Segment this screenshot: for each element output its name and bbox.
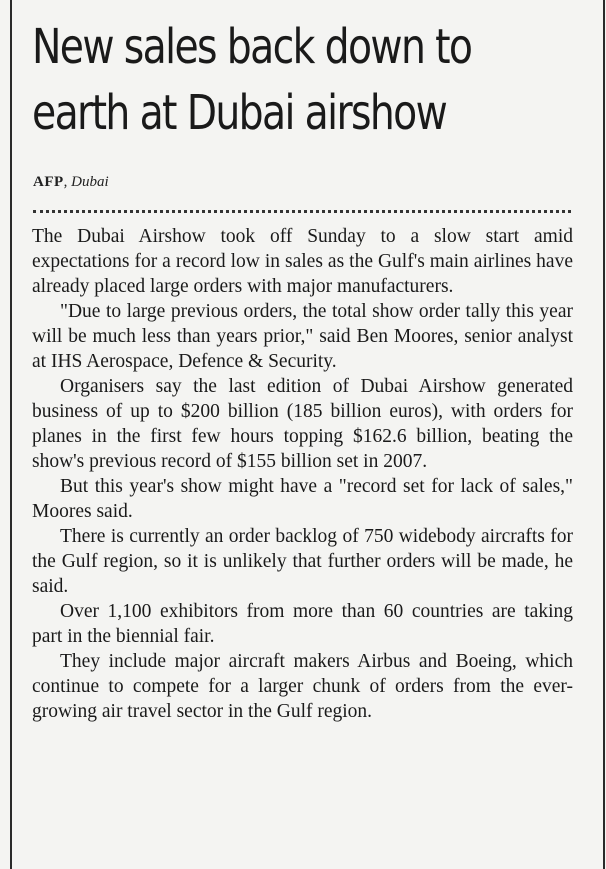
- dotted-divider: [33, 210, 571, 213]
- byline-separator: ,: [63, 174, 68, 190]
- paragraph: They include major aircraft makers Airbus and Boeing, which continue to compete for a larger chunk of orders from the ever-growing air travel sector in the Gulf region.: [32, 651, 573, 722]
- headline-line-2: earth at Dubai airshow: [32, 85, 447, 141]
- headline: [32, 14, 491, 146]
- article-body: [32, 224, 573, 724]
- paragraph: Organisers say the last edition of Dubai Airshow generated business of up to $200 billion (185 billion euros), with orders for planes in the first few hours topping $162.6 billion, beating the show's previous record of $155 billion set in 2007.: [32, 376, 573, 472]
- column-rule-right: [603, 0, 605, 869]
- paragraph: Over 1,100 exhibitors from more than 60 countries are taking part in the biennial fair.: [32, 601, 573, 647]
- paragraph: The Dubai Airshow took off Sunday to a slow start amid expectations for a record low in sales as the Gulf's main airlines have already placed large orders with major manufacturers.: [32, 226, 573, 297]
- paragraph: "Due to large previous orders, the total show order tally this year will be much less than years prior," said Ben Moores, senior analyst at IHS Aerospace, Defence & Security.: [32, 301, 573, 372]
- paragraph: But this year's show might have a "record set for lack of sales," Moores said.: [32, 476, 573, 522]
- headline-line-1: New sales back down to: [32, 19, 472, 75]
- column-rule-left: [10, 0, 12, 869]
- byline-place: Dubai: [71, 174, 109, 190]
- paragraph: There is currently an order backlog of 750 widebody aircrafts for the Gulf region, so it is unlikely that further orders will be made, he said.: [32, 526, 573, 597]
- byline: [33, 174, 109, 191]
- byline-agency: AFP: [33, 174, 64, 190]
